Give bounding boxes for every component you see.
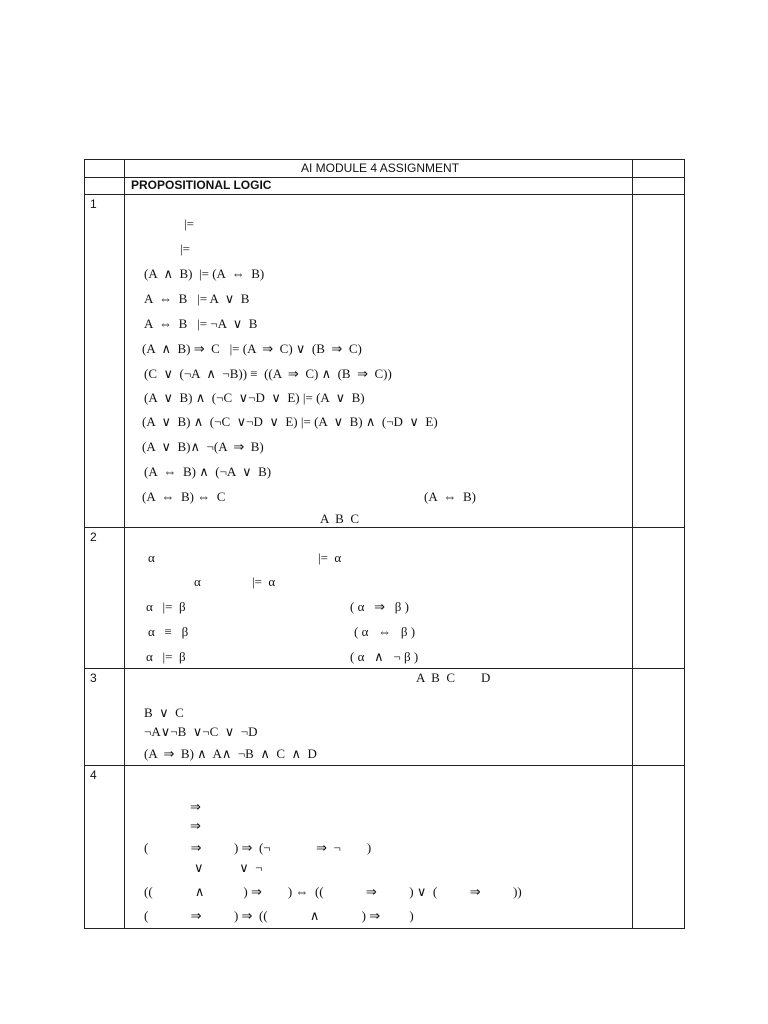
q2-line: α |= β [146,599,186,614]
q3-line: A B C D [416,670,491,685]
q2-line: ( α ⇔ β ) [354,624,416,639]
q1-line: (C ∨ (¬A ∧ ¬B)) ≡ ((A ⇒ C) ∧ (B ⇒ C)) [144,366,392,381]
q1-line: A ⇔ B |= A ∨ B [144,291,250,306]
q1-line: (A ∨ B) ∧ (¬C ∨¬D ∨ E) |= (A ∨ B) ∧ (¬D ∨ E) [142,414,438,429]
q2-line: ( α ⇒ β ) [350,599,409,614]
q3-line: (A ⇒ B) ∧ A∧ ¬B ∧ C ∧ D [144,746,317,761]
q1-line: A B C [320,511,360,526]
q3-line: B ∨ C [144,705,184,720]
table-border-top [84,159,685,160]
table-border-bottom [84,928,685,929]
table-row-divider [84,668,685,669]
q2-line: α ≡ β [148,624,189,639]
q2-line: ( α ∧ ¬ β ) [350,649,419,664]
table-row-divider [84,194,685,195]
q2-line: α [148,550,155,565]
q2-line: |= α [318,550,342,565]
section-heading: PROPOSITIONAL LOGIC [131,178,272,192]
q4-line: ( ⇒ ) ⇒ (( ∧ ) ⇒ ) [144,908,414,923]
table-column-divider-number [124,159,125,929]
q4-line: ⇒ [190,818,201,833]
assignment-title: AI MODULE 4 ASSIGNMENT [301,161,460,175]
q1-line: (A ∨ B) ∧ (¬C ∨¬D ∨ E) |= (A ∨ B) [144,390,365,405]
q1-line: (A ⇔ B) ∧ (¬A ∨ B) [144,464,272,479]
q4-line: ( ⇒ ) ⇒ (¬ ⇒ ¬ ) [144,840,372,855]
assignment-table [84,159,685,929]
q4-line: ∨ ∨ ¬ [194,860,263,875]
table-border-left [84,159,85,929]
q1-line: (A ⇔ B) ⇔ C [142,489,226,504]
q2-line: α |= β [146,649,186,664]
q3-line: ¬A∨¬B ∨¬C ∨ ¬D [144,724,258,739]
q4-line: ⇒ [190,799,201,814]
table-row-divider [84,527,685,528]
question-number: 4 [90,768,97,782]
table-row-divider [84,765,685,766]
table-border-right [684,159,685,929]
q2-line: |= α [252,574,276,589]
q1-line: (A ∧ B) |= (A ⇔ B) [144,266,265,281]
q4-line: (( ∧ ) ⇒ ) ⇔ (( ⇒ ) ∨ ( ⇒ )) [144,884,522,899]
q1-line: |= [180,241,190,256]
q1-line: A ⇔ B |= ¬A ∨ B [144,316,258,331]
q2-line: α [194,574,201,589]
question-number: 3 [90,671,97,685]
q1-line: (A ∧ B) ⇒ C |= (A ⇒ C) ∨ (B ⇒ C) [142,341,362,356]
table-column-divider-marks [632,159,633,929]
question-number: 2 [90,530,97,544]
q1-line: (A ∨ B)∧ ¬(A ⇒ B) [142,439,264,454]
q1-line: (A ⇔ B) [424,489,476,504]
question-number: 1 [90,197,97,211]
q1-line: |= [184,216,194,231]
